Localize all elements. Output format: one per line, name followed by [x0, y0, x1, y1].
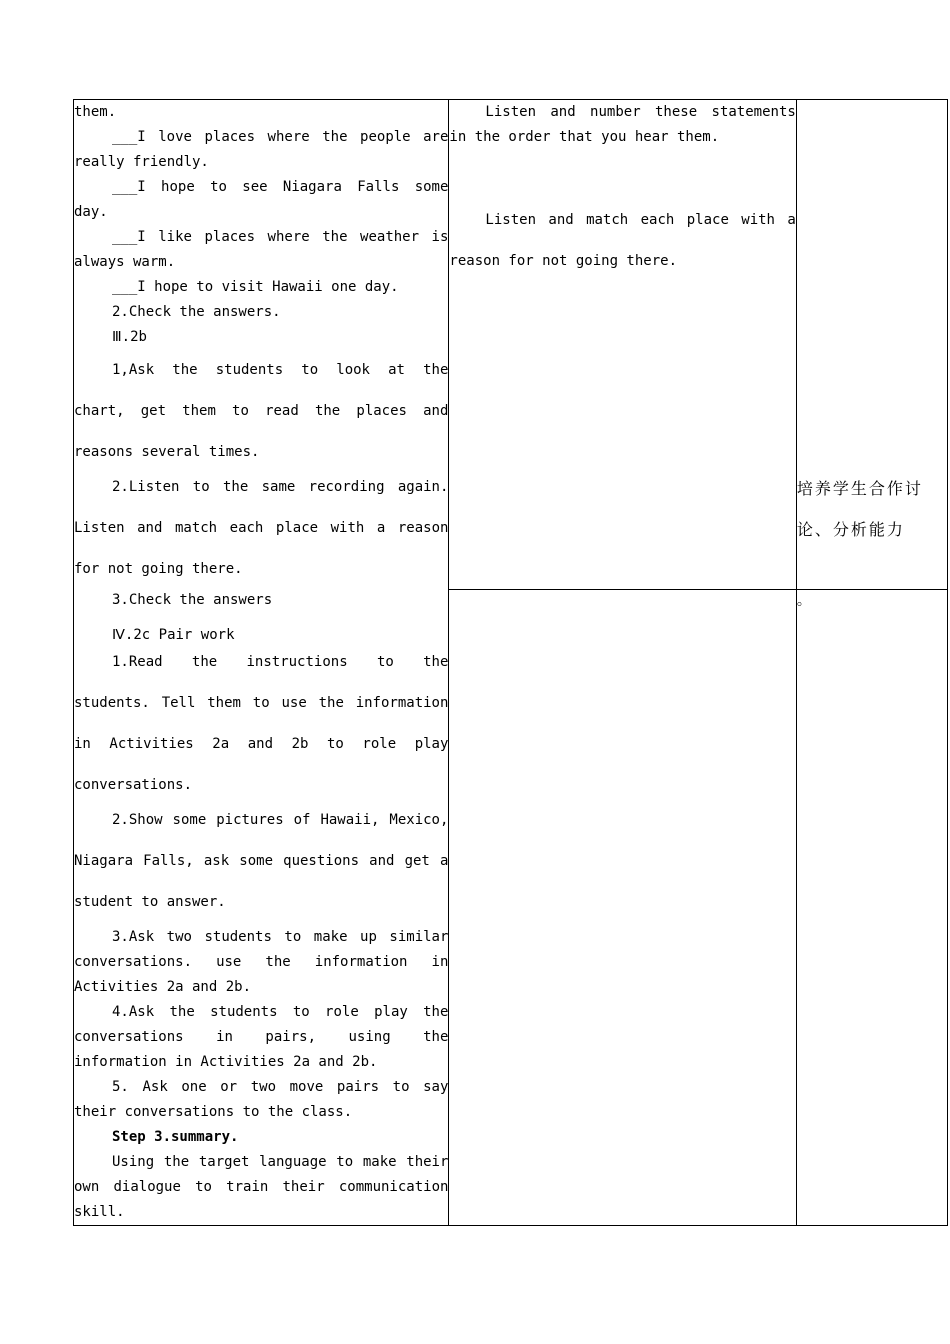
- punctuation-mark: 。: [796, 592, 811, 609]
- statement-blank-3: ___I like places where the weather is always warm.: [74, 229, 449, 270]
- step-3-summary: Using the target language to make their own dialogue to train their communication skill.: [74, 1154, 449, 1220]
- step-2c-3: 3.Ask two students to make up similar conversations. use the information in Activities 2a and 2b.: [74, 929, 449, 995]
- activity-statement-1: Listen and number these statements in the order that you hear them.: [449, 104, 796, 145]
- section-heading-2c: Ⅳ.2c Pair work: [112, 627, 235, 643]
- design-intent-bottom-cell: [796, 589, 947, 1225]
- statement-blank-2: ___I hope to see Niagara Falls some day.: [74, 179, 449, 220]
- statement-blank-1: ___I love places where the people are really friendly.: [74, 129, 449, 170]
- design-intent-note: 培养学生合作讨论、分析能力: [796, 479, 923, 539]
- activity-statement-2: Listen and match each place with a reason for not going there.: [449, 212, 796, 269]
- lesson-plan-table: [73, 99, 948, 1226]
- step-3-heading: Step 3.summary.: [112, 1129, 239, 1145]
- text-line: them.: [74, 104, 117, 120]
- step-2b-3: 3.Check the answers: [112, 592, 273, 608]
- teaching-procedure-cell: [74, 100, 449, 1226]
- student-activity-cell: [449, 100, 796, 590]
- statement-blank-4: ___I hope to visit Hawaii one day.: [112, 279, 399, 295]
- step-2b-1: 1,Ask the students to look at the chart, get them to read the places and reasons several times.: [74, 362, 449, 460]
- step-2c-4: 4.Ask the students to role play the conversations in pairs, using the information in Activities 2a and 2b.: [74, 1004, 449, 1070]
- student-activity-empty-cell: [449, 589, 796, 1225]
- step-2b-2: 2.Listen to the same recording again. Listen and match each place with a reason for not going there.: [74, 479, 449, 577]
- step-2c-2: 2.Show some pictures of Hawaii, Mexico, Niagara Falls, ask some questions and get a student to answer.: [74, 812, 449, 910]
- section-heading-2b: Ⅲ.2b: [112, 329, 147, 345]
- step-2c-1: 1.Read the instructions to the students. Tell them to use the information in Activities 2a and 2b to role play conversations.: [74, 654, 449, 793]
- step-2c-5: 5. Ask one or two move pairs to say their conversations to the class.: [74, 1079, 449, 1120]
- design-intent-cell: [796, 100, 947, 590]
- step-check-answers: 2.Check the answers.: [112, 304, 281, 320]
